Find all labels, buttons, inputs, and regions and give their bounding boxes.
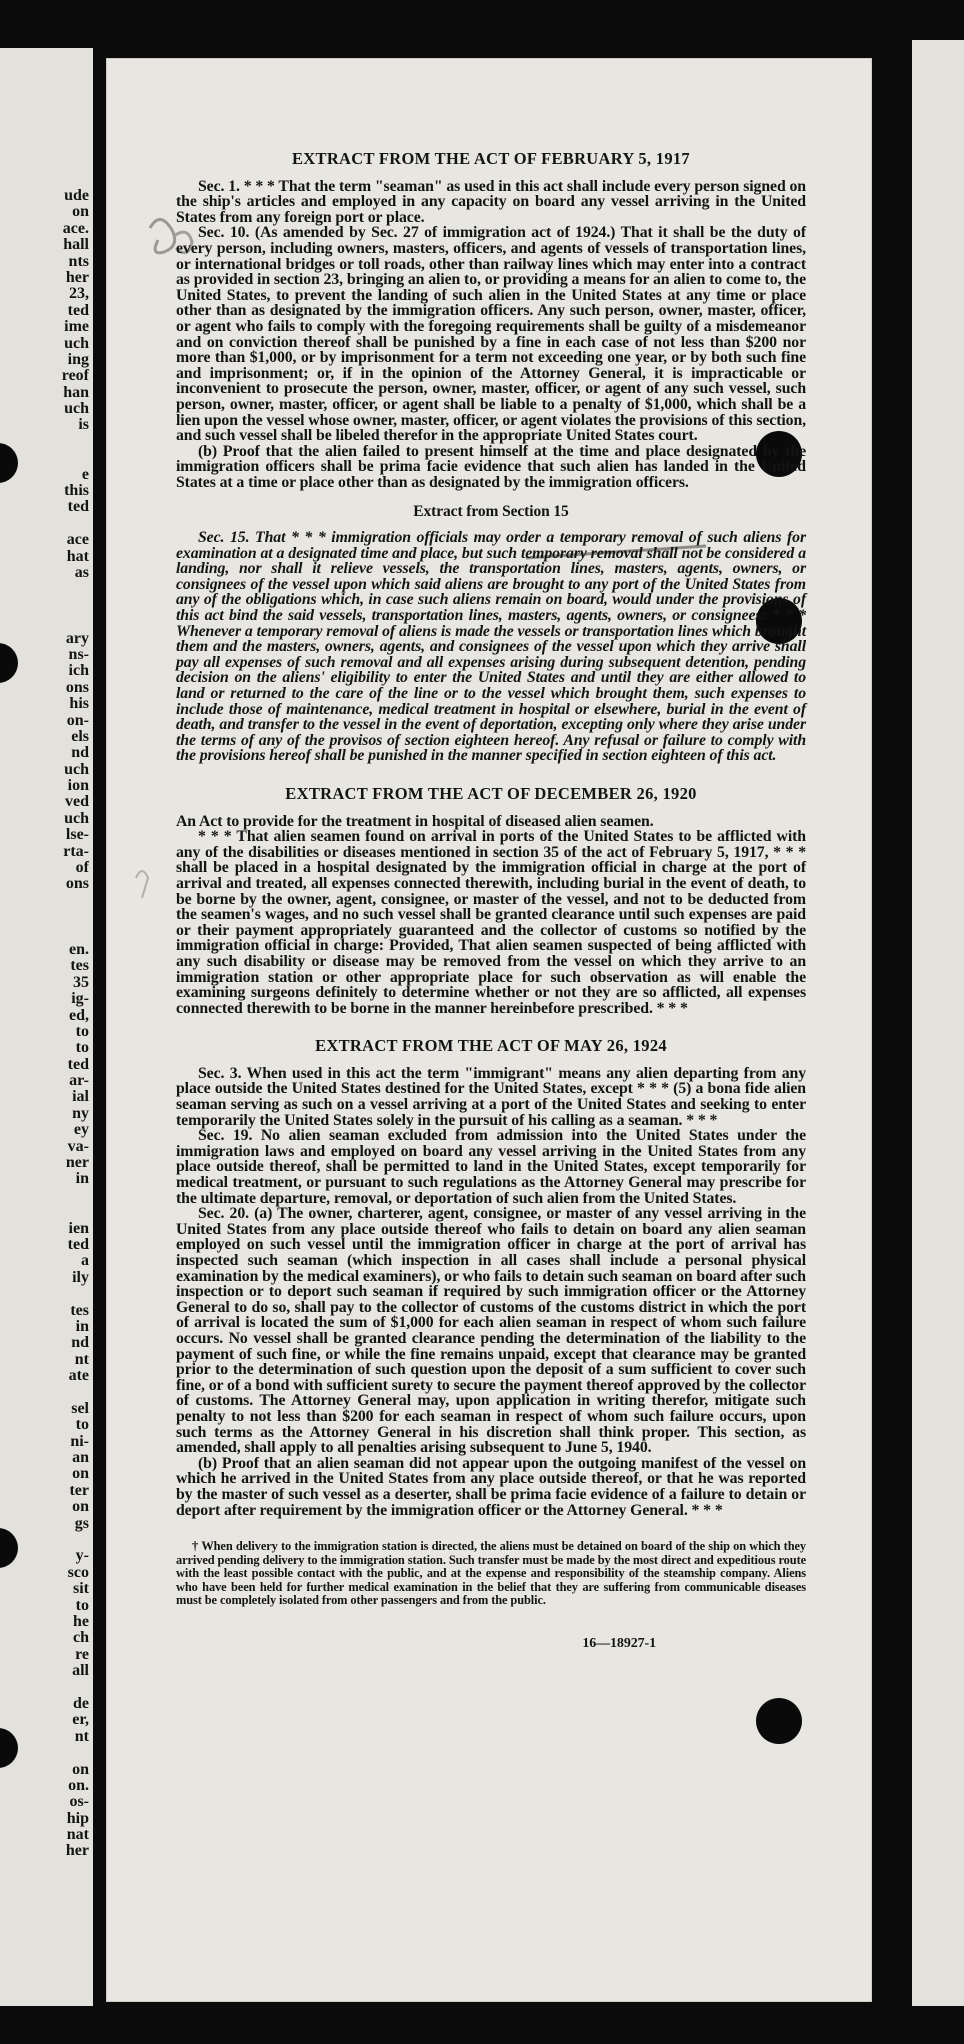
left-fragment-line: tes xyxy=(70,957,89,975)
left-fragment-line: his xyxy=(69,695,89,713)
left-fragment-line: ted xyxy=(67,498,89,516)
left-fragment-line: nt xyxy=(74,1350,89,1368)
left-fragment-line: her xyxy=(65,1842,89,1860)
left-fragment-line: hat xyxy=(66,547,89,565)
act-1924-section xyxy=(176,1038,806,1518)
left-fragment-line: rta- xyxy=(63,842,89,860)
left-fragment-line xyxy=(62,598,89,614)
left-fragment-line: of xyxy=(75,859,89,877)
left-fragment-line xyxy=(62,1188,89,1204)
left-fragment-line: ons xyxy=(65,678,89,696)
act-1920-section xyxy=(176,783,806,1017)
left-fragment-line: her xyxy=(65,268,89,286)
left-fragment-line: ien xyxy=(68,1219,89,1237)
left-fragment-line: va- xyxy=(67,1137,89,1155)
left-fragment-line xyxy=(62,450,89,466)
left-fragment-line xyxy=(62,1745,89,1761)
act-1917-heading: EXTRACT FROM THE ACT OF FEBRUARY 5, 1917 xyxy=(292,149,690,168)
left-page-punch-hole xyxy=(0,643,18,683)
left-fragment-line: hall xyxy=(63,236,89,254)
left-fragment-line: hip xyxy=(66,1809,89,1827)
left-fragment-line: on xyxy=(72,1760,89,1778)
left-fragment-line: a xyxy=(81,1252,89,1270)
left-fragment-line: 35 xyxy=(73,973,89,991)
punch-hole xyxy=(756,1698,802,1744)
left-fragment-line: in xyxy=(75,1317,89,1335)
sec-19-paragraph: Sec. 19. No alien seaman excluded from admission into the United States under the immigration laws and employed on board any vessel arriving in the United States from any place outside thereof, shall be permitted to land in the United States, except temporarily for medical treatment, or pursuant to such regulations as the Attorney General may prescribe for the ultimate departure, removal, or deportation of such alien from the United States. xyxy=(176,1127,806,1207)
left-fragment-line: ns- xyxy=(68,645,89,663)
left-fragment-line: is xyxy=(78,416,89,434)
left-fragment-line: e xyxy=(81,465,89,483)
sec-10-paragraph: Sec. 10. (As amended by Sec. 27 of immigration act of 1924.) That it shall be the duty of every person, including owners, masters, officers, and agents of vessels of transportation lines, or international bridges or toll roads, other than railway lines which may enter into a contract as provided in section 23, bringing an alien to, or providing a means for an alien to come to, the United States, to prevent the landing of such alien in the United States at any time or place other than as designated by the immigration officers. Any such person, owner, master, officer, or agent who fails to comply with the foregoing requirements shall be guilty of a misdemeanor and on conviction thereof shall be punished by a fine in each case of not less than $200 nor more than $1,000, or by imprisonment for a term not exceeding one year, or by both such fine and imprisonment; or, if in the opinion of the Attorney General, it is impracticable or inconvenient to prosecute the person, owner, master, officer, or agent of any such vessel, such person, owner, master, officer, or agent shall be liable to a penalty of $1,000, which shall be a lien upon the vessel whose owner, master, officer, or agent violates the provisions of this section, and such vessel shall be libeled therefor in the appropriate United States court. xyxy=(176,224,806,445)
left-fragment-line: ude xyxy=(64,187,89,204)
left-fragment-line: ved xyxy=(65,793,89,811)
act-1920-heading: EXTRACT FROM THE ACT OF DECEMBER 26, 1920 xyxy=(285,783,697,803)
left-fragment-line: 23, xyxy=(69,285,89,303)
left-fragment-line: gs xyxy=(74,1514,89,1532)
left-fragment-line: on- xyxy=(66,711,89,729)
left-adjacent-page xyxy=(0,48,93,2006)
left-fragment-line: to xyxy=(75,1022,89,1040)
left-fragment-line: to xyxy=(75,1039,89,1057)
left-fragment-line: ey xyxy=(73,1121,89,1139)
left-fragment-line: de xyxy=(73,1694,89,1712)
left-fragment-line: tes xyxy=(70,1301,89,1319)
left-fragment-line: ich xyxy=(68,662,89,680)
left-fragment-line: han xyxy=(63,383,89,401)
act-1920-body: * * * That alien seamen found on arrival in ports of the United States to be afflicted with any of the disabilities or diseases mentioned in section 35 of the act of February 5, 1917, * * * shall be placed in a hospital designated by the immigration official in charge at the port of arrival and treated, all expenses connected therewith, including burial in the event of death, to be borne by the owner, agent, consignee, or master of the vessel, and not to be deducted from the seamen's wages, and no such vessel shall be granted clearance until such expenses are paid or their payment appropriately guaranteed and the collector of customs so notified by the immigration official in charge: Provided, That alien seamen suspected of being afflicted with any such disability or disease may be removed from the vessel on which they arrive to an immigration station or other appropriate place for such observation as will enable the examining surgeons definitely to determine whether or not they are so afflicted, all expenses connected therewith to be borne in the manner hereinbefore prescribed. * * * xyxy=(176,828,806,1017)
sec-3-paragraph: Sec. 3. When used in this act the term "immigrant" means any alien departing from any place outside the United States destined for the United States, except * * * (5) a bona fide alien seaman serving as such on a vessel arriving at a port of the United States and seeking to enter temporarily the United States solely in the pursuit of his calling as a seaman. * * * xyxy=(176,1064,806,1129)
document-sheet xyxy=(106,58,872,2002)
left-fragment-line: uch xyxy=(64,809,89,827)
left-fragment-line: y- xyxy=(75,1547,89,1565)
left-fragment-line: nat xyxy=(66,1826,89,1844)
left-fragment-line: ner xyxy=(65,1154,89,1172)
left-fragment-line: as xyxy=(74,563,89,581)
left-fragment-line: ch xyxy=(73,1629,89,1647)
left-fragment-line: sco xyxy=(67,1563,89,1581)
left-fragment-line xyxy=(62,434,89,450)
left-fragment-line: on xyxy=(72,1465,89,1483)
left-fragment-line: he xyxy=(73,1612,89,1630)
left-fragment-line: els xyxy=(71,727,89,745)
left-fragment-line: ted xyxy=(67,301,89,319)
left-fragment-line: to xyxy=(75,1596,89,1614)
sec-1-paragraph: Sec. 1. * * * That the term "seaman" as used in this act shall include every person signed on the ship's articles and employed in any capacity on board any vessel arriving in the United States from any foreign port or place. xyxy=(176,177,806,226)
left-fragment-line xyxy=(62,909,89,925)
left-fragment-line: er, xyxy=(72,1711,89,1729)
left-page-text-fragments xyxy=(62,188,89,1860)
sec-20-a-paragraph: Sec. 20. (a) The owner, charterer, agent, consignee, or master of any vessel arriving in the United States from any place outside thereof who fails to detain on board any alien seaman employed on such vessel until the immigration officer in charge at the port of arrival has inspected such seaman (which inspection in all cases shall include a personal physical examination by the medical examiners), or who fails to detain such seaman on board after such inspection or to deport such seaman if required by such immigration officer or the Attorney General to do so, shall pay to the collector of customs of the customs district in which the port of arrival is located the sum of $1,000 for each alien seaman in respect of whom such failure occurs. No vessel shall be granted clearance pending the determination of the liability to the payment of such fine, or while the fine remains unpaid, except that clearance may be granted prior to the determination of such question upon the deposit of a sum sufficient to cover such fine, or of a bond with sufficient surety to secure the payment thereof approved by the collector of customs. The Attorney General may, upon application in writing therefor, mitigate such penalty to not less than $200 for each seaman in respect of whom such failure occurs, upon such terms as the Attorney General in his discretion shall think proper. This section, as amended, shall apply to all penalties arising subsequent to June 5, 1940. xyxy=(176,1205,806,1457)
left-fragment-line: ime xyxy=(64,318,89,336)
left-fragment-line xyxy=(62,581,89,597)
left-fragment-line: ter xyxy=(69,1481,89,1499)
left-fragment-line xyxy=(62,926,89,942)
left-fragment-line xyxy=(62,1385,89,1401)
left-fragment-line: ace. xyxy=(62,219,89,237)
sec-15-paragraph: Sec. 15. That * * * immigration officials may order a temporary removal of such aliens for examination at a designated time and place, but such temporary removal shall not be considered a landing, nor shall it relieve vessels, the transportation lines, masters, agents, owners, or consignees of the vessel upon which said aliens are brought to any port of the United States from any of the obligations which, in case such aliens remain on board, would under the provisions of this act bind the said vessels, transportation lines, masters, agents, owners, or consignees: * * * Whenever a temporary removal of aliens is made the vessels or transportation lines which brought them and the masters, owners, agents, and consignees of the vessel upon which they arrive shall pay all expenses of such removal and all expenses arising during subsequent detention, pending decision on the aliens' eligibility to enter the United States and until they are either allowed to land or returned to the care of the line or to the vessel which brought them, such expenses to include those of maintenance, medical treatment in hospital or elsewhere, burial in the event of death, and transfer to the vessel in the event of deportation, excepting only where they arise under the terms of any of the provisos of section eighteen hereof. Any refusal or failure to comply with the provisions hereof shall be punished in the manner specified in section eighteen of this act. xyxy=(176,529,806,765)
left-fragment-line: nd xyxy=(71,744,89,762)
left-fragment-line: ing xyxy=(67,350,89,368)
left-fragment-line: en. xyxy=(69,940,89,958)
section-15-subheading: Extract from Section 15 xyxy=(413,503,569,521)
left-page-punch-hole xyxy=(0,1728,18,1768)
left-fragment-line: ni- xyxy=(70,1432,89,1450)
left-fragment-line xyxy=(62,1204,89,1220)
left-fragment-line: an xyxy=(72,1449,89,1467)
left-fragment-line: ig- xyxy=(71,990,89,1008)
left-fragment-line xyxy=(62,1680,89,1696)
act-1917-section xyxy=(176,151,806,764)
left-fragment-line: uch xyxy=(64,400,89,418)
left-fragment-line: on. xyxy=(68,1776,89,1794)
left-fragment-line: ar- xyxy=(69,1072,89,1090)
left-fragment-line: sel xyxy=(71,1399,89,1417)
right-adjacent-page xyxy=(912,40,964,2006)
left-fragment-line xyxy=(62,516,89,532)
left-fragment-line: nts xyxy=(68,252,89,270)
left-fragment-line: on xyxy=(72,1498,89,1516)
left-fragment-line: ted xyxy=(67,1055,89,1073)
left-fragment-line: ed, xyxy=(69,1006,89,1024)
left-fragment-line: nt xyxy=(74,1727,89,1745)
left-fragment-line xyxy=(62,893,89,909)
left-fragment-line: re xyxy=(75,1645,89,1663)
left-fragment-line: ted xyxy=(67,1236,89,1253)
left-fragment-line: ons xyxy=(65,875,89,893)
act-1920-intro: An Act to provide for the treatment in hospital of diseased alien seamen. xyxy=(176,812,654,830)
left-fragment-line xyxy=(62,1286,89,1302)
document-body xyxy=(176,151,806,1652)
left-fragment-line: uch xyxy=(64,334,89,352)
left-fragment-line: ily xyxy=(72,1268,89,1286)
left-fragment-line: sit xyxy=(73,1580,89,1598)
left-fragment-line: ary xyxy=(65,629,89,647)
left-fragment-line: lse- xyxy=(65,826,89,844)
left-fragment-line: ny xyxy=(72,1104,89,1122)
left-fragment-line: ace xyxy=(66,531,89,549)
sec-20-b-paragraph: (b) Proof that an alien seaman did not appear upon the outgoing manifest of the vessel on which he arrived in the United States from any place outside thereof, or that he was reported by the master of such vessel as a deserter, shall be prima facie evidence of a failure to detain or deport after requirement by the immigration officer or the Attorney General. * * * xyxy=(176,1454,806,1519)
form-number: 16—18927-1 xyxy=(582,1636,656,1652)
left-fragment-line: all xyxy=(72,1662,89,1680)
left-fragment-line: uch xyxy=(64,760,89,778)
left-fragment-line: nd xyxy=(71,1334,89,1352)
left-page-punch-hole xyxy=(0,443,18,483)
left-fragment-line xyxy=(62,1532,89,1548)
sec-10-b-paragraph: (b) Proof that the alien failed to present himself at the time and place designated by the immigration officers shall be prima facie evidence that such alien has landed in the United States at a time or place other than as designated by the immigration officers. xyxy=(176,442,806,491)
left-fragment-line: ate xyxy=(68,1367,89,1385)
act-1924-heading: EXTRACT FROM THE ACT OF MAY 26, 1924 xyxy=(315,1036,667,1056)
left-fragment-line: os- xyxy=(69,1793,89,1811)
left-fragment-line: reof xyxy=(61,367,89,385)
left-fragment-line: in xyxy=(75,1170,89,1188)
left-fragment-line: on xyxy=(72,203,89,221)
left-fragment-line: this xyxy=(64,482,89,500)
footnote: † When delivery to the immigration station is directed, the aliens must be detained on board of the ship on which they arrived pending delivery to the immigration station. Such transfer must be made by the most direct and expeditious route with the least possible contact with the public, and at the expense and responsibility of the steamship company. Aliens who have been held for further medical examination in the belief that they are suffering from communicable diseases must be completely isolated from other passengers and from the public. xyxy=(176,1539,806,1608)
left-fragment-line xyxy=(62,614,89,630)
left-fragment-line: ion xyxy=(67,777,89,795)
left-fragment-line: to xyxy=(75,1416,89,1434)
left-fragment-line: ial xyxy=(72,1088,89,1106)
left-page-punch-hole xyxy=(0,1528,18,1568)
